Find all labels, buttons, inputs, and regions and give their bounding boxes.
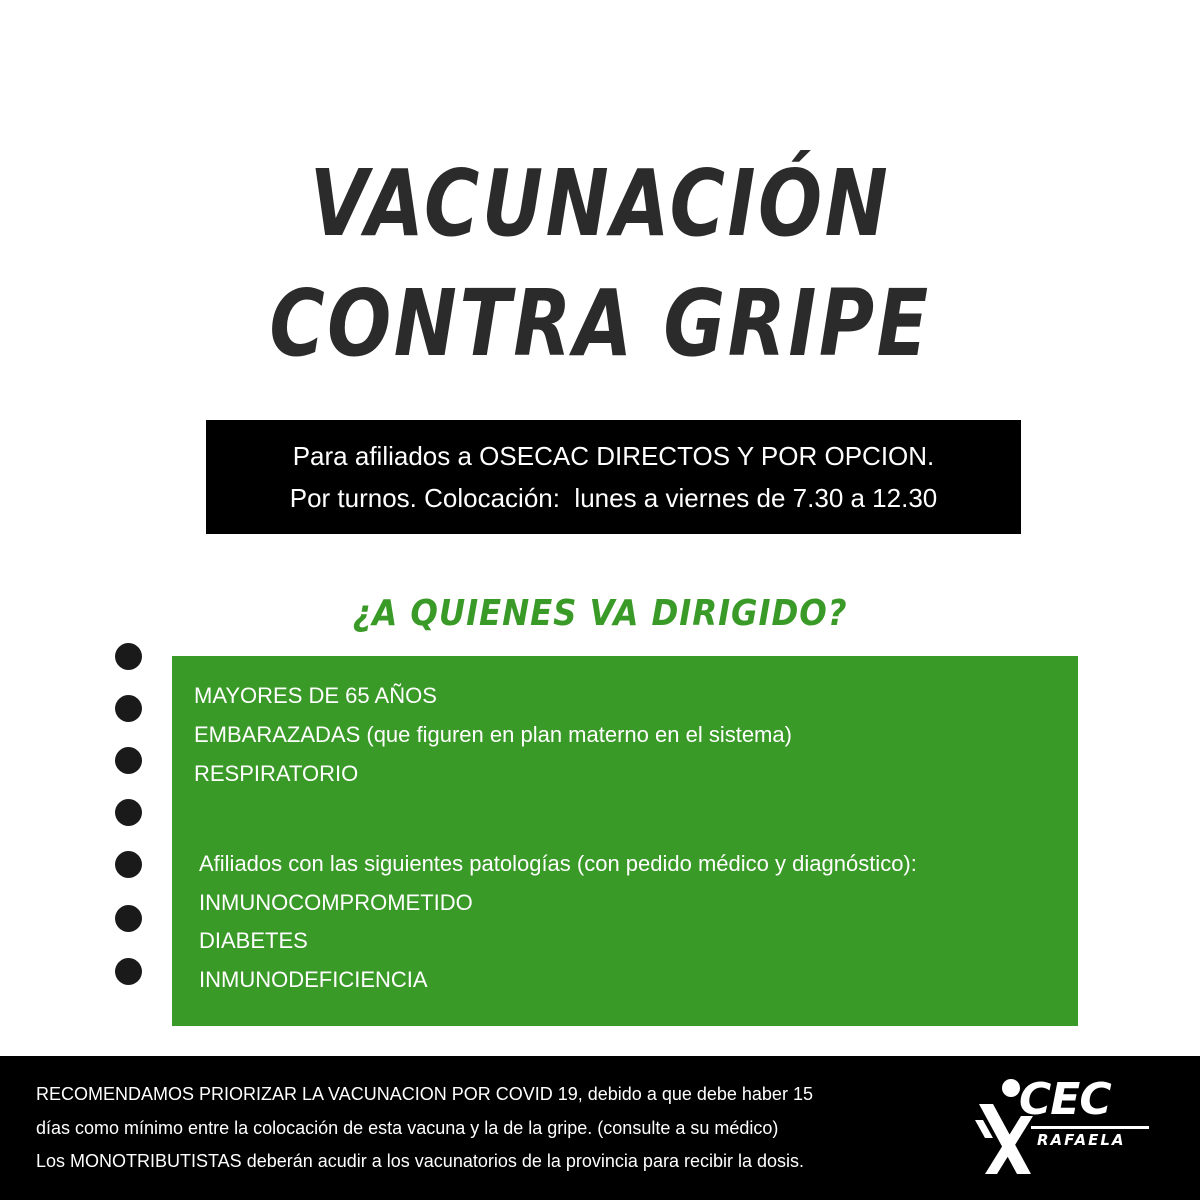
patologia-item: INMUNOCOMPROMETIDO	[199, 890, 473, 915]
title-line-2: CONTRA GRIPE	[269, 270, 931, 377]
title-line-1: VACUNACIÓN	[309, 150, 891, 257]
group-item: MAYORES DE 65 AÑOS	[194, 683, 437, 708]
bullet-2	[115, 695, 142, 722]
info-line-2: Por turnos. Colocación: lunes a viernes de 7.30 a 12.30	[289, 483, 938, 513]
target-groups-box	[172, 656, 1078, 1026]
info-line-1: Para afiliados a OSECAC DIRECTOS Y POR OPCION.	[292, 441, 935, 471]
group-item: RESPIRATORIO	[194, 761, 359, 786]
bullet-5	[115, 851, 142, 878]
bullet-7	[115, 958, 142, 985]
info-box	[206, 420, 1021, 534]
bullet-1	[115, 643, 142, 670]
footer-line-3: Los MONOTRIBUTISTAS deberán acudir a los vacunatorios de la provincia para recibir la dosis.	[36, 1151, 804, 1171]
group-item: EMBARAZADAS (que figuren en plan materno en el sistema)	[194, 722, 792, 747]
bullet-3	[115, 747, 142, 774]
logo-underline	[1031, 1126, 1149, 1129]
cec-rafaela-logo	[975, 1076, 1155, 1180]
footer-line-1: RECOMENDAMOS PRIORIZAR LA VACUNACION POR COVID 19, debido a que debe haber 15	[36, 1084, 813, 1104]
logo-sub-text: RAFAELA	[1037, 1131, 1126, 1149]
section-title: ¿A QUIENES VA DIRIGIDO?	[352, 593, 848, 634]
logo-main-text: CEC	[1019, 1074, 1111, 1125]
patologia-item: DIABETES	[199, 928, 308, 953]
bullet-4	[115, 799, 142, 826]
patologia-item: INMUNODEFICIENCIA	[199, 967, 428, 992]
patologias-intro: Afiliados con las siguientes patologías (con pedido médico y diagnóstico):	[199, 851, 917, 876]
footer-line-2: días como mínimo entre la colocación de esta vacuna y la de la gripe. (consulte a su médico)	[36, 1118, 779, 1138]
bullet-6	[115, 905, 142, 932]
